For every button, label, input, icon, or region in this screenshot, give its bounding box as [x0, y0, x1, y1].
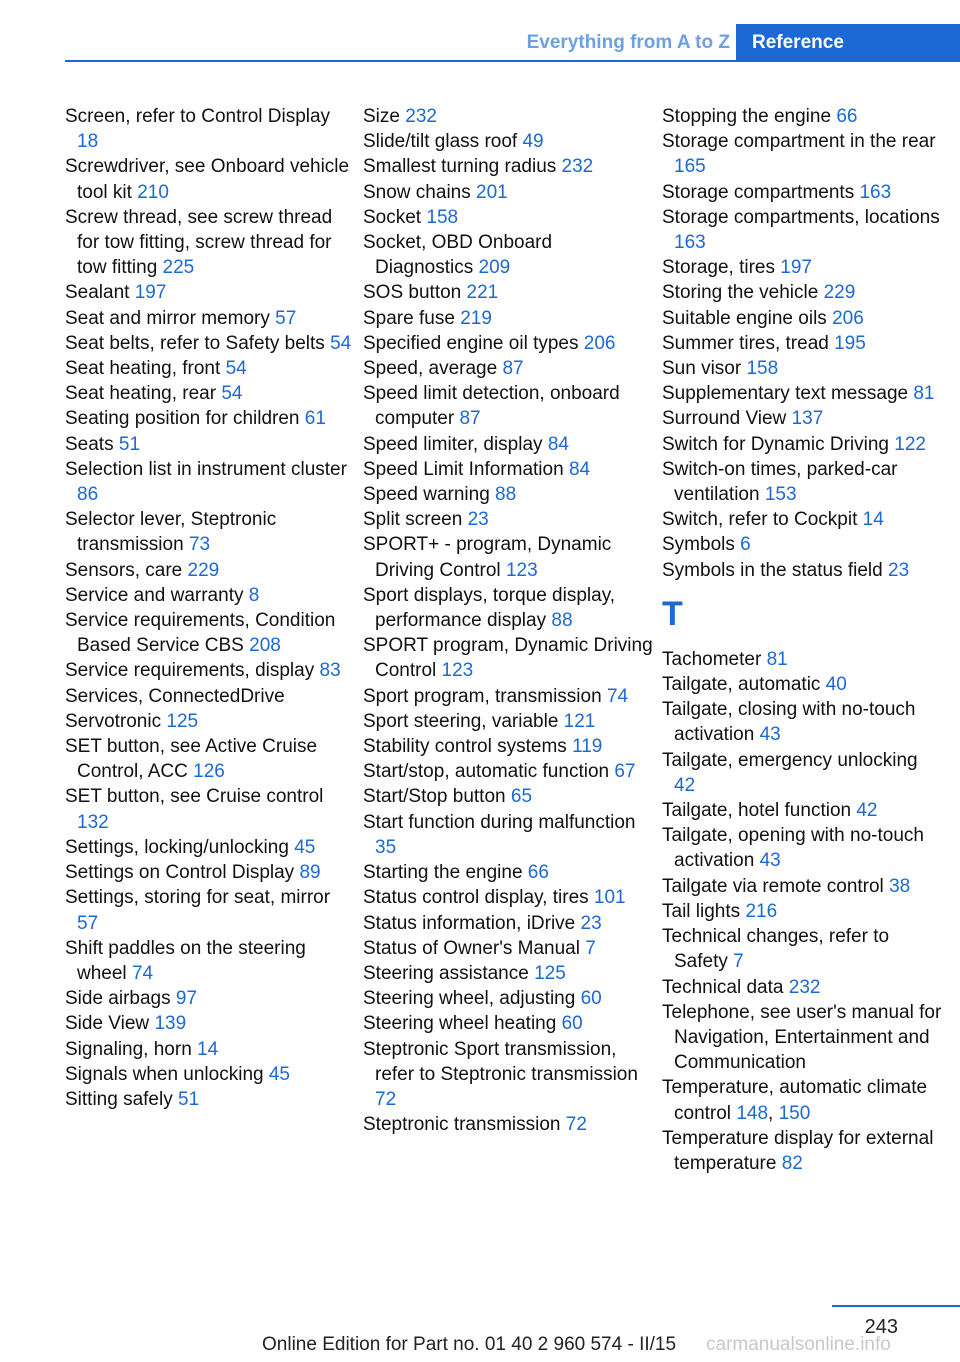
page-link[interactable]: 67: [614, 761, 636, 783]
index-entry-term: Steptronic Sport transmission, refer to Steptronic transmission: [363, 1038, 638, 1085]
page-link[interactable]: 54: [330, 332, 352, 354]
index-entry-term: Side airbags: [65, 988, 171, 1010]
index-entry-term: Specified engine oil types: [363, 332, 579, 354]
index-entry: [65, 860, 355, 885]
index-entry: [363, 507, 653, 532]
index-entry-term: Socket: [363, 206, 422, 228]
index-entry: [363, 885, 653, 910]
page-link[interactable]: 101: [593, 887, 626, 909]
index-entry-term: SPORT program, Dynamic Driving Control: [363, 635, 653, 682]
page-link[interactable]: 158: [426, 206, 459, 228]
index-entry: [65, 936, 355, 986]
page-link[interactable]: 45: [294, 836, 316, 858]
page-link[interactable]: 163: [859, 181, 892, 203]
index-entry: [662, 406, 942, 431]
page-link[interactable]: 219: [460, 307, 492, 329]
page-link[interactable]: 119: [572, 736, 603, 758]
index-entry-term: Signaling, horn: [65, 1038, 192, 1060]
page-link[interactable]: 43: [759, 724, 781, 746]
index-entry: [65, 507, 355, 557]
index-entry: [662, 306, 942, 331]
page-link[interactable]: 6: [740, 534, 751, 556]
index-entry-term: Sport displays, torque display, performance display: [363, 584, 616, 632]
watermark: carmanualsonline.info: [706, 1334, 891, 1355]
index-entry-term: Tailgate, hotel function: [662, 800, 852, 822]
index-entry-term: Seating position for children: [65, 408, 300, 430]
index-entry-term: Storage compartments, locations: [662, 206, 940, 228]
page-link[interactable]: 84: [568, 458, 591, 480]
index-entry-term: Temperature display for external temperature: [662, 1127, 934, 1174]
page-link[interactable]: 7: [733, 951, 744, 973]
index-entry: [65, 356, 355, 381]
page-link[interactable]: 7: [585, 937, 596, 959]
index-entry: [65, 684, 355, 709]
index-entry: [65, 835, 355, 860]
index-entry: [662, 1126, 942, 1176]
index-entry-term: Settings, storing for seat, mirror: [65, 887, 331, 909]
index-entry-term: Shift paddles on the steering wheel: [65, 937, 306, 984]
index-entry-term: Seat heating, front: [65, 358, 221, 380]
page-link[interactable]: 209: [478, 257, 511, 279]
page-link[interactable]: 122: [894, 433, 926, 455]
index-entry: Temperature, automatic climate control 148, 150: [662, 1077, 928, 1124]
index-entry: [363, 759, 653, 784]
index-entry-term: Storage compartment in the rear: [662, 131, 936, 153]
index-entry: [662, 697, 942, 747]
index-entry-term: Socket, OBD Onboard Diagnostics: [363, 232, 553, 279]
page-link[interactable]: 66: [527, 862, 549, 884]
index-entry-term: Switch-on times, parked-car ventilation: [662, 458, 898, 506]
index-entry-term: Sun visor: [662, 358, 742, 380]
index-entry-term: SET button, see Cruise control: [65, 786, 324, 808]
index-entry: [363, 911, 653, 936]
index-entry-term: Sitting safely: [65, 1088, 173, 1110]
index-entry: [65, 306, 355, 331]
page-link[interactable]: 74: [131, 962, 154, 984]
page-link[interactable]: 210: [137, 181, 169, 203]
index-entry-term: Storage, tires: [662, 257, 775, 279]
index-entry: [65, 1062, 355, 1087]
index-entry-term: Tailgate via remote control: [662, 875, 884, 897]
index-entry: [65, 1037, 355, 1062]
index-entry: [363, 1112, 653, 1137]
page-link[interactable]: 82: [781, 1152, 803, 1174]
index-entry: [662, 280, 942, 305]
index-entry-term: Start function during malfunction: [363, 811, 636, 833]
index-entry: [662, 331, 942, 356]
index-entry: [363, 129, 653, 154]
index-entry: [363, 860, 653, 885]
index-entry-term: Sport steering, variable: [363, 710, 559, 732]
index-entry-term: Slide/tilt glass roof: [363, 131, 518, 153]
index-entry: [662, 748, 942, 798]
page-link[interactable]: 42: [674, 774, 696, 796]
page-link[interactable]: 72: [375, 1088, 397, 1110]
page-link[interactable]: 201: [476, 181, 508, 203]
page-link[interactable]: 84: [547, 433, 569, 455]
index-entry-term: Service requirements, display: [65, 660, 315, 682]
page-link[interactable]: 18: [77, 131, 99, 153]
index-entry-term: Seat belts, refer to Safety belts: [65, 332, 325, 354]
page-link[interactable]: 88: [495, 484, 517, 506]
index-entry: [662, 432, 942, 457]
index-entry-term: Seat heating, rear: [65, 383, 217, 405]
index-entry-term: Seats: [65, 433, 114, 455]
page-link[interactable]: 65: [510, 786, 533, 808]
index-entry: [662, 1000, 942, 1076]
index-entry: [363, 810, 653, 860]
index-entry: [363, 280, 653, 305]
index-entry: [65, 381, 355, 406]
index-entry-term: Status information, iDrive: [363, 912, 576, 934]
page-link[interactable]: 66: [836, 106, 858, 127]
page-link[interactable]: 232: [561, 156, 594, 178]
index-entry: [363, 784, 653, 809]
index-entry: [363, 205, 653, 230]
index-entry-term: Suitable engine oils: [662, 307, 827, 329]
index-entry: [662, 205, 942, 255]
page-link[interactable]: 158: [746, 358, 779, 380]
page-link[interactable]: 229: [187, 559, 220, 581]
index-entry-term: Selection list in instrument cluster: [65, 458, 347, 480]
index-entry: [363, 961, 653, 986]
index-entry: [363, 331, 653, 356]
index-entry-term: Sealant: [65, 282, 130, 304]
index-entry-term: Stability control systems: [363, 736, 567, 758]
page-link[interactable]: 87: [459, 408, 481, 430]
index-entry: [65, 432, 355, 457]
index-entry: [65, 658, 355, 683]
page-number: 243: [864, 1316, 898, 1338]
index-entry: [65, 608, 355, 658]
index-entry-term: Symbols: [662, 534, 735, 556]
page-link[interactable]: 72: [565, 1114, 587, 1136]
index-entry: [65, 558, 355, 583]
index-entry: [65, 331, 355, 356]
index-entry-term: Sensors, care: [65, 559, 183, 581]
page-link[interactable]: 97: [175, 988, 198, 1010]
index-entry: [65, 280, 355, 305]
page-link[interactable]: 23: [467, 509, 489, 531]
index-entry: [363, 104, 653, 129]
index-entry: [363, 381, 653, 431]
index-entry: [662, 798, 942, 823]
page-link[interactable]: 195: [834, 332, 866, 354]
page-link[interactable]: 23: [580, 912, 602, 934]
index-entry: [65, 104, 355, 154]
index-entry: [363, 709, 653, 734]
index-entry: [662, 924, 942, 974]
index-entry-term: Tailgate, opening with no-touch activation: [662, 825, 924, 872]
page-link[interactable]: 123: [505, 559, 538, 581]
page-link[interactable]: 87: [502, 358, 524, 380]
index-entry-term: Tail lights: [662, 900, 741, 922]
page-link[interactable]: 221: [466, 282, 499, 304]
page-link[interactable]: 125: [534, 962, 566, 984]
index-entry-term: Supplementary text message: [662, 383, 909, 405]
index-entry: [363, 482, 653, 507]
page-link[interactable]: 153: [764, 484, 797, 506]
index-column-1: [65, 104, 355, 1112]
index-entry: [363, 154, 653, 179]
index-entry: [662, 823, 942, 873]
page-link[interactable]: 51: [118, 433, 141, 455]
index-entry-term: Smallest turning radius: [363, 156, 557, 178]
index-entry: [363, 532, 653, 582]
page-link[interactable]: 225: [162, 257, 195, 279]
index-entry-term: Tachometer: [662, 648, 762, 670]
page-link[interactable]: 123: [441, 660, 474, 682]
page-link[interactable]: 38: [889, 875, 911, 897]
index-entry-term: Settings, locking/unlocking: [65, 836, 289, 858]
page-link[interactable]: 125: [166, 710, 199, 732]
index-entry-term: Services, ConnectedDrive: [65, 685, 285, 707]
page-header: [65, 24, 960, 62]
index-entry-term: Switch for Dynamic Driving: [662, 433, 889, 455]
page-link[interactable]: 137: [791, 408, 824, 430]
index-entry-term: Spare fuse: [363, 307, 455, 329]
index-entry-term: Storage compartments: [662, 181, 855, 203]
index-entry: [363, 633, 653, 683]
index-entry: [662, 129, 942, 179]
index-entry-term: Start/stop, automatic function: [363, 761, 610, 783]
index-entry: [65, 457, 355, 507]
page-link[interactable]: 45: [268, 1063, 290, 1085]
index-entry: [65, 734, 355, 784]
index-entry-term: SOS button: [363, 282, 462, 304]
page-link[interactable]: 61: [304, 408, 326, 430]
index-entry-term: Side View: [65, 1013, 150, 1035]
page-link[interactable]: 49: [522, 131, 544, 153]
page-link[interactable]: 23: [888, 559, 910, 581]
index-entry-term: SET button, see Active Cruise Control, ACC: [65, 736, 318, 783]
header-tab-reference: Reference: [736, 24, 960, 62]
index-entry: [662, 507, 942, 532]
footer-rule: [832, 1305, 960, 1307]
index-entry: [363, 986, 653, 1011]
page-link[interactable]: 8: [248, 584, 260, 606]
index-entry: [662, 381, 942, 406]
index-entry: [363, 432, 653, 457]
page-link[interactable]: 88: [551, 610, 573, 632]
index-entry-term: Sport program, transmission: [363, 685, 602, 707]
index-entry: [662, 457, 942, 507]
index-entry-term: Technical data: [662, 976, 784, 998]
index-entry-term: Surround View: [662, 408, 787, 430]
index-entry: [363, 306, 653, 331]
index-entry: [662, 874, 942, 899]
page-link[interactable]: 150: [778, 1102, 811, 1124]
index-entry-term: Speed limiter, display: [363, 433, 543, 455]
index-entry-term: Switch, refer to Cockpit: [662, 509, 858, 531]
index-entry: [363, 230, 653, 280]
index-column-3: [662, 104, 942, 1176]
index-entry: [363, 936, 653, 961]
index-entry: [65, 784, 355, 834]
page-link[interactable]: 197: [134, 282, 167, 304]
index-entry-term: Service requirements, Condition Based Service CBS: [65, 610, 336, 657]
index-entry: [363, 457, 653, 482]
index-entry-term: Signals when unlocking: [65, 1063, 264, 1085]
page-link[interactable]: 206: [583, 332, 616, 354]
page-link[interactable]: 51: [178, 1088, 200, 1110]
index-entry-term: Steering wheel heating: [363, 1013, 557, 1035]
index-entry-term: Telephone, see user's manual for Navigation, Entertainment and Communication: [662, 1001, 942, 1074]
index-entry-term: Status of Owner's Manual: [363, 937, 580, 959]
edition-line: Online Edition for Part no. 01 40 2 960 574 - II/15: [262, 1334, 677, 1355]
index-entry: [65, 583, 355, 608]
index-entry: [662, 255, 942, 280]
index-entry-term: SPORT+ - program, Dynamic Driving Control: [363, 534, 612, 581]
index-entry: [363, 684, 653, 709]
page-link[interactable]: 54: [221, 383, 243, 405]
page-link[interactable]: 54: [225, 358, 247, 380]
page-link[interactable]: 83: [319, 660, 341, 682]
index-entry: [363, 180, 653, 205]
index-entry-term: Size: [363, 106, 400, 127]
page-link[interactable]: 81: [766, 648, 788, 670]
page-link[interactable]: 60: [580, 988, 602, 1010]
index-entry: [65, 406, 355, 431]
index-entry: [662, 647, 942, 672]
index-entry: [662, 975, 942, 1000]
index-entry: [65, 154, 355, 204]
index-entry-term: Speed Limit Information: [363, 458, 564, 480]
index-entry-term: Screwdriver, see Onboard vehicle tool kit: [65, 156, 350, 203]
index-entry-term: Tailgate, automatic: [662, 674, 821, 696]
index-entry: [662, 104, 942, 129]
index-entry: [65, 709, 355, 734]
index-entry-term: Tailgate, closing with no-touch activation: [662, 699, 916, 746]
page-link[interactable]: 139: [154, 1013, 187, 1035]
page-link[interactable]: 208: [249, 635, 281, 657]
index-entry-term: Split screen: [363, 509, 463, 531]
index-entry: [65, 1087, 355, 1112]
index-entry: [363, 583, 653, 633]
index-entry-term: Starting the engine: [363, 862, 523, 884]
page-link[interactable]: 74: [606, 685, 629, 707]
index-entry: [662, 532, 942, 557]
index-entry-term: Seat and mirror memory: [65, 307, 270, 329]
index-entry-term: Technical changes, refer to Safety: [662, 926, 890, 973]
index-entry-term: Temperature, automatic climate control: [662, 1077, 928, 1124]
page-link[interactable]: 197: [780, 257, 812, 279]
index-entry-term: Speed warning: [363, 484, 490, 506]
index-entry-term: Start/Stop button: [363, 786, 506, 808]
page-link[interactable]: 229: [823, 282, 856, 304]
index-entry: [363, 734, 653, 759]
index-entry: [662, 558, 942, 583]
index-entry: [662, 899, 942, 924]
index-entry: [363, 356, 653, 381]
page-link[interactable]: 165: [674, 156, 706, 178]
header-section-title: Everything from A to Z: [526, 32, 730, 53]
index-entry-term: Screw thread, see screw thread for tow fitting, screw thread for tow fitting: [65, 206, 333, 279]
page-link[interactable]: 232: [405, 106, 437, 127]
page-link[interactable]: 148: [736, 1102, 769, 1124]
page-link[interactable]: 43: [759, 850, 781, 872]
index-entry: [363, 1011, 653, 1036]
page-link[interactable]: 14: [862, 509, 884, 531]
page-link[interactable]: 57: [77, 912, 99, 934]
page-link[interactable]: 57: [275, 307, 297, 329]
index-entry-term: Summer tires, tread: [662, 332, 829, 354]
index-entry-term: Stopping the engine: [662, 106, 832, 127]
index-entry-term: Status control display, tires: [363, 887, 589, 909]
page-link[interactable]: 73: [188, 534, 211, 556]
index-entry-term: Servotronic: [65, 710, 162, 732]
page-link[interactable]: 42: [856, 800, 878, 822]
index-entry: [65, 1011, 355, 1036]
index-entry: [65, 986, 355, 1011]
index-entry-term: Tailgate, emergency unlocking: [662, 749, 918, 771]
index-entry-term: Steptronic transmission: [363, 1114, 561, 1136]
index-entry-term: Symbols in the status field: [662, 559, 883, 581]
page-link[interactable]: 35: [375, 836, 397, 858]
page-link[interactable]: 206: [832, 307, 864, 329]
page-link[interactable]: 89: [299, 862, 321, 884]
page-link[interactable]: 60: [561, 1013, 583, 1035]
index-entry: [65, 205, 355, 281]
page-link[interactable]: 14: [197, 1038, 219, 1060]
page-link[interactable]: 81: [913, 383, 935, 405]
page-link[interactable]: 126: [193, 761, 225, 783]
page-link[interactable]: 86: [77, 484, 99, 506]
index-entry-term: Speed, average: [363, 358, 498, 380]
index-entry-term: Screen, refer to Control Display: [65, 106, 331, 127]
index-entry: [662, 356, 942, 381]
index-entry-term: Steering wheel, adjusting: [363, 988, 576, 1010]
index-entry: [662, 672, 942, 697]
index-entry-term: Snow chains: [363, 181, 471, 203]
index-entry-term: Storing the vehicle: [662, 282, 819, 304]
index-entry-term: Steering assistance: [363, 962, 529, 984]
page-link[interactable]: 121: [563, 710, 596, 732]
index-entry-term: Speed limit detection, onboard computer: [363, 383, 620, 430]
index-entry: [363, 1037, 653, 1113]
page-link[interactable]: 40: [825, 674, 847, 696]
page-link[interactable]: 216: [745, 900, 778, 922]
index-entry-term: Service and warranty: [65, 584, 244, 606]
index-column-2: [363, 104, 653, 1137]
index-entry: [662, 180, 942, 205]
page-link[interactable]: 232: [788, 976, 821, 998]
page-link[interactable]: 163: [674, 232, 706, 254]
index-entry-term: Settings on Control Display: [65, 862, 295, 884]
index-entry: [65, 885, 355, 935]
index-entry-term: Selector lever, Steptronic transmission: [65, 509, 277, 556]
page-link[interactable]: 132: [77, 811, 109, 833]
section-letter: T: [662, 594, 683, 633]
